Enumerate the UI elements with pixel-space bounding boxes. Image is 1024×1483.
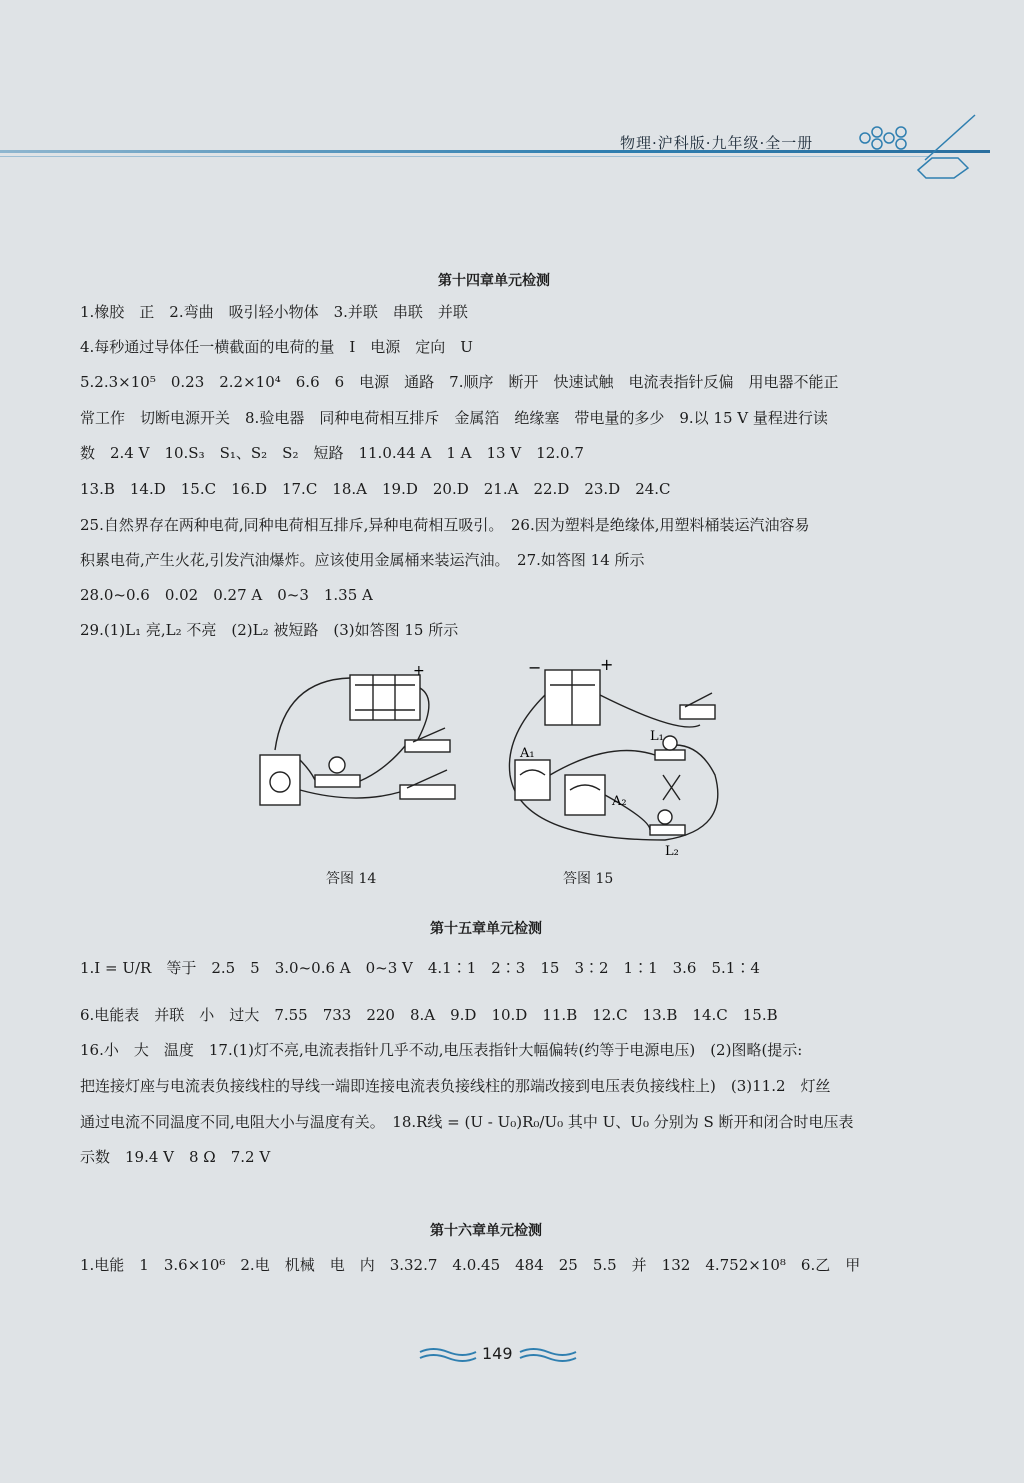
- left-wave-icon: [418, 1346, 478, 1364]
- wire: [275, 678, 350, 750]
- ch16-title: 第十六章单元检测: [430, 1223, 542, 1239]
- lamp-l2-bulb: [658, 810, 672, 824]
- figure-15-caption: 答图 15: [563, 871, 614, 887]
- page-number: 149: [482, 1344, 513, 1363]
- label-a1: A₁: [520, 746, 535, 761]
- lamp-l1-base: [655, 750, 685, 760]
- cross-mark: [663, 775, 680, 800]
- ch14-line-1: 1.橡胶 正 2.弯曲 吸引轻小物体 3.并联 串联 并联: [80, 303, 468, 321]
- header-title: 物理·沪科版·九年级·全一册: [620, 134, 814, 152]
- right-wave-icon: [518, 1346, 578, 1364]
- ammeter-box: [260, 755, 300, 805]
- plus-sign: +: [413, 663, 425, 679]
- ch14-line-7: 25.自然界存在两种电荷,同种电荷相互排斥,异种电荷相互吸引。 26.因为塑料是绝缘体,用塑料桶装运汽油容易: [80, 516, 810, 534]
- label-l1: L₁: [650, 729, 664, 744]
- circuit-figure-15: [500, 655, 750, 865]
- circuit-figure-14: [255, 660, 470, 860]
- header-rule-thin: [0, 156, 930, 157]
- ch14-line-10: 29.(1)L₁ 亮,L₂ 不亮 (2)L₂ 被短路 (3)如答图 15 所示: [80, 621, 459, 639]
- ch15-line-1: 1.I = U/R 等于 2.5 5 3.0~0.6 A 0~3 V 4.1∶1 2∶3 15 3∶2 1∶1 3.6 5.1∶4: [80, 959, 760, 977]
- ch15-line-4: 把连接灯座与电流表负接线柱的导线一端即连接电流表负接线柱的那端改接到电压表负接线柱上) (3)11.2 灯丝: [80, 1077, 831, 1095]
- lamp-l2-base: [650, 825, 685, 835]
- ch14-title: 第十四章单元检测: [438, 273, 550, 289]
- ch14-line-2: 4.每秒通过导体任一横截面的电荷的量 I 电源 定向 U: [80, 338, 473, 356]
- minus-sign: −: [528, 658, 542, 677]
- ch15-title: 第十五章单元检测: [430, 921, 542, 937]
- ammeter-a1: [515, 760, 550, 800]
- ch16-line-1: 1.电能 1 3.6×10⁶ 2.电 机械 电 内 3.32.7 4.0.45 484 25 5.5 并 132 4.752×10⁸ 6.乙 甲: [80, 1256, 861, 1274]
- ch14-line-3: 5.2.3×10⁵ 0.23 2.2×10⁴ 6.6 6 电源 通路 7.顺序 断开 快速试触 电流表指针反偏 用电器不能正: [80, 373, 839, 391]
- lamp-l1-bulb: [663, 736, 677, 750]
- label-a2: A₂: [612, 794, 627, 809]
- ch14-line-8: 积累电荷,产生火花,引发汽油爆炸。应该使用金属桶来装运汽油。 27.如答图 14 所示: [80, 551, 645, 569]
- label-l2: L₂: [665, 844, 679, 859]
- ammeter-a2: [565, 775, 605, 815]
- switch-1-base: [405, 740, 450, 752]
- plus-sign: +: [600, 655, 614, 674]
- figure-14-caption: 答图 14: [326, 871, 377, 887]
- ch15-line-2: 6.电能表 并联 小 过大 7.55 733 220 8.A 9.D 10.D 11.B 12.C 13.B 14.C 15.B: [80, 1006, 778, 1024]
- ch14-line-9: 28.0~0.6 0.02 0.27 A 0~3 1.35 A: [80, 586, 373, 604]
- ch14-line-5: 数 2.4 V 10.S₃ S₁、S₂ S₂ 短路 11.0.44 A 1 A 13 V 12.0.7: [80, 444, 584, 462]
- ch14-line-6: 13.B 14.D 15.C 16.D 17.C 18.A 19.D 20.D 21.A 22.D 23.D 24.C: [80, 480, 671, 498]
- ch15-line-5: 通过电流不同温度不同,电阻大小与温度有关。 18.R线 = (U - U₀)R₀/U₀ 其中 U、U₀ 分别为 S 断开和闭合时电压表: [80, 1113, 854, 1131]
- molecule-logo-icon: [840, 110, 980, 180]
- ch15-line-6: 示数 19.4 V 8 Ω 7.2 V: [80, 1148, 271, 1166]
- lamp-bulb: [329, 757, 345, 773]
- ch15-line-3: 16.小 大 温度 17.(1)灯不亮,电流表指针几乎不动,电压表指针大幅偏转(约等于电源电压) (2)图略(提示:: [80, 1041, 803, 1059]
- lamp-base: [315, 775, 360, 787]
- battery-box: [350, 675, 420, 720]
- ch14-line-4: 常工作 切断电源开关 8.验电器 同种电荷相互排斥 金属箔 绝缘塞 带电量的多少 9.以 15 V 量程进行读: [80, 409, 828, 427]
